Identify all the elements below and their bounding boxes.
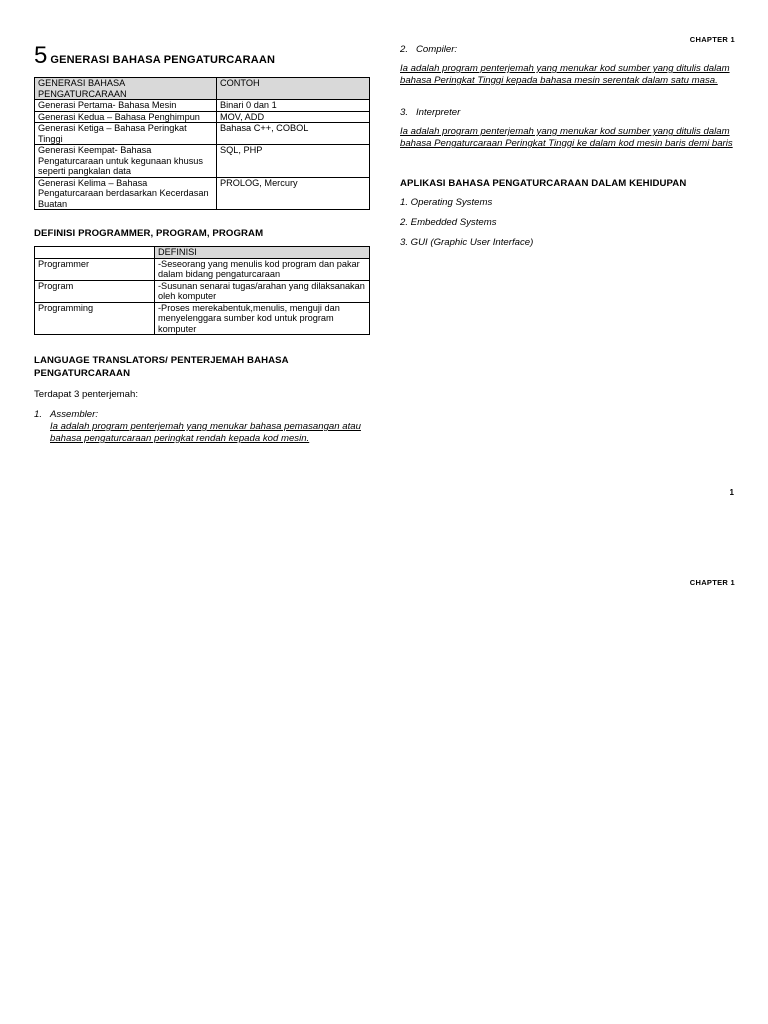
section-title-text: GENERASI BAHASA PENGATURCARAAN bbox=[50, 54, 276, 66]
table-cell: -Seseorang yang menulis kod program dan pakar dalam bidang pengaturcaraan bbox=[155, 258, 370, 280]
list-item: 1. Operating Systems bbox=[400, 197, 493, 208]
table-row bbox=[35, 177, 370, 210]
list-item-description: Ia adalah program penterjemah yang menukar bahasa pemasangan atau bahasa pengaturcaraan peringkat rendah kepada kod mesin. bbox=[50, 421, 361, 444]
list-number: 3. bbox=[400, 107, 409, 118]
page-number: 1 bbox=[729, 488, 734, 497]
table-row bbox=[35, 258, 370, 280]
applications-heading: APLIKASI BAHASA PENGATURCARAAN DALAM KEHIDUPAN bbox=[400, 178, 687, 189]
table-cell: Generasi Keempat- Bahasa Pengaturcaraan untuk kegunaan khusus seperti pangkalan data bbox=[35, 145, 217, 178]
definitions-table bbox=[34, 246, 370, 335]
table-row bbox=[35, 100, 370, 112]
table-header-row bbox=[35, 78, 370, 100]
table-cell: MOV, ADD bbox=[217, 111, 370, 123]
table-row bbox=[35, 111, 370, 123]
table-header-cell: CONTOH bbox=[217, 78, 370, 100]
list-item-description: Ia adalah program penterjemah yang menukar kod sumber yang ditulis dalam bahasa Peringkat Tinggi kepada bahasa mesin serentak dalam satu masa. bbox=[400, 63, 730, 86]
table-row bbox=[35, 145, 370, 178]
table-cell: Generasi Kedua – Bahasa Penghimpun bbox=[35, 111, 217, 123]
table-cell: PROLOG, Mercury bbox=[217, 177, 370, 210]
list-number: 1. bbox=[34, 409, 43, 420]
table-row bbox=[35, 123, 370, 145]
list-item-name: Compiler: bbox=[416, 44, 458, 55]
table-cell: Programming bbox=[35, 302, 155, 335]
section-number: 5 bbox=[34, 42, 48, 69]
table-cell: -Proses merekabentuk,menulis, menguji dan menyelenggara sumber kod untuk program komputer bbox=[155, 302, 370, 335]
table-header-row bbox=[35, 247, 370, 259]
table-cell: -Susunan senarai tugas/arahan yang dilaksanakan oleh komputer bbox=[155, 280, 370, 302]
list-item bbox=[400, 44, 740, 87]
table-cell: Generasi Pertama- Bahasa Mesin bbox=[35, 100, 217, 112]
table-header-cell: GENERASI BAHASA PENGATURCARAAN bbox=[35, 78, 217, 100]
list-number: 2. bbox=[400, 44, 409, 55]
table-header-cell bbox=[35, 247, 155, 259]
definitions-heading: DEFINISI PROGRAMMER, PROGRAM, PROGRAM bbox=[34, 228, 264, 239]
list-item bbox=[400, 107, 740, 150]
table-cell: Programmer bbox=[35, 258, 155, 280]
left-column bbox=[34, 44, 370, 445]
table-cell: Generasi Kelima – Bahasa Pengaturcaraan berdasarkan Kecerdasan Buatan bbox=[35, 177, 217, 210]
list-item bbox=[34, 409, 370, 445]
list-item-name: Assembler: bbox=[50, 409, 98, 420]
chapter-header-label: CHAPTER 1 bbox=[689, 35, 735, 44]
chapter-header-label: CHAPTER 1 bbox=[689, 578, 735, 587]
generations-table bbox=[34, 77, 370, 210]
list-item: 3. GUI (Graphic User Interface) bbox=[400, 237, 534, 248]
translators-heading: LANGUAGE TRANSLATORS/ PENTERJEMAH BAHASA PENGATURCARAAN bbox=[34, 355, 289, 379]
section-title bbox=[34, 44, 370, 68]
table-cell: Program bbox=[35, 280, 155, 302]
list-item-description: Ia adalah program penterjemah yang menukar kod sumber yang ditulis dalam bahasa Pengaturcaraan Peringkat Tinggi ke dalam kod mesin baris demi baris bbox=[400, 126, 733, 149]
translators-intro: Terdapat 3 penterjemah: bbox=[34, 389, 138, 400]
list-item: 2. Embedded Systems bbox=[400, 217, 497, 228]
table-header-cell: DEFINISI bbox=[155, 247, 370, 259]
table-row bbox=[35, 302, 370, 335]
table-cell: SQL, PHP bbox=[217, 145, 370, 178]
list-item-name: Interpreter bbox=[416, 107, 461, 118]
table-cell: Binari 0 dan 1 bbox=[217, 100, 370, 112]
right-column bbox=[400, 44, 740, 249]
table-cell: Bahasa C++, COBOL bbox=[217, 123, 370, 145]
table-row bbox=[35, 280, 370, 302]
table-cell: Generasi Ketiga – Bahasa Peringkat Tinggi bbox=[35, 123, 217, 145]
